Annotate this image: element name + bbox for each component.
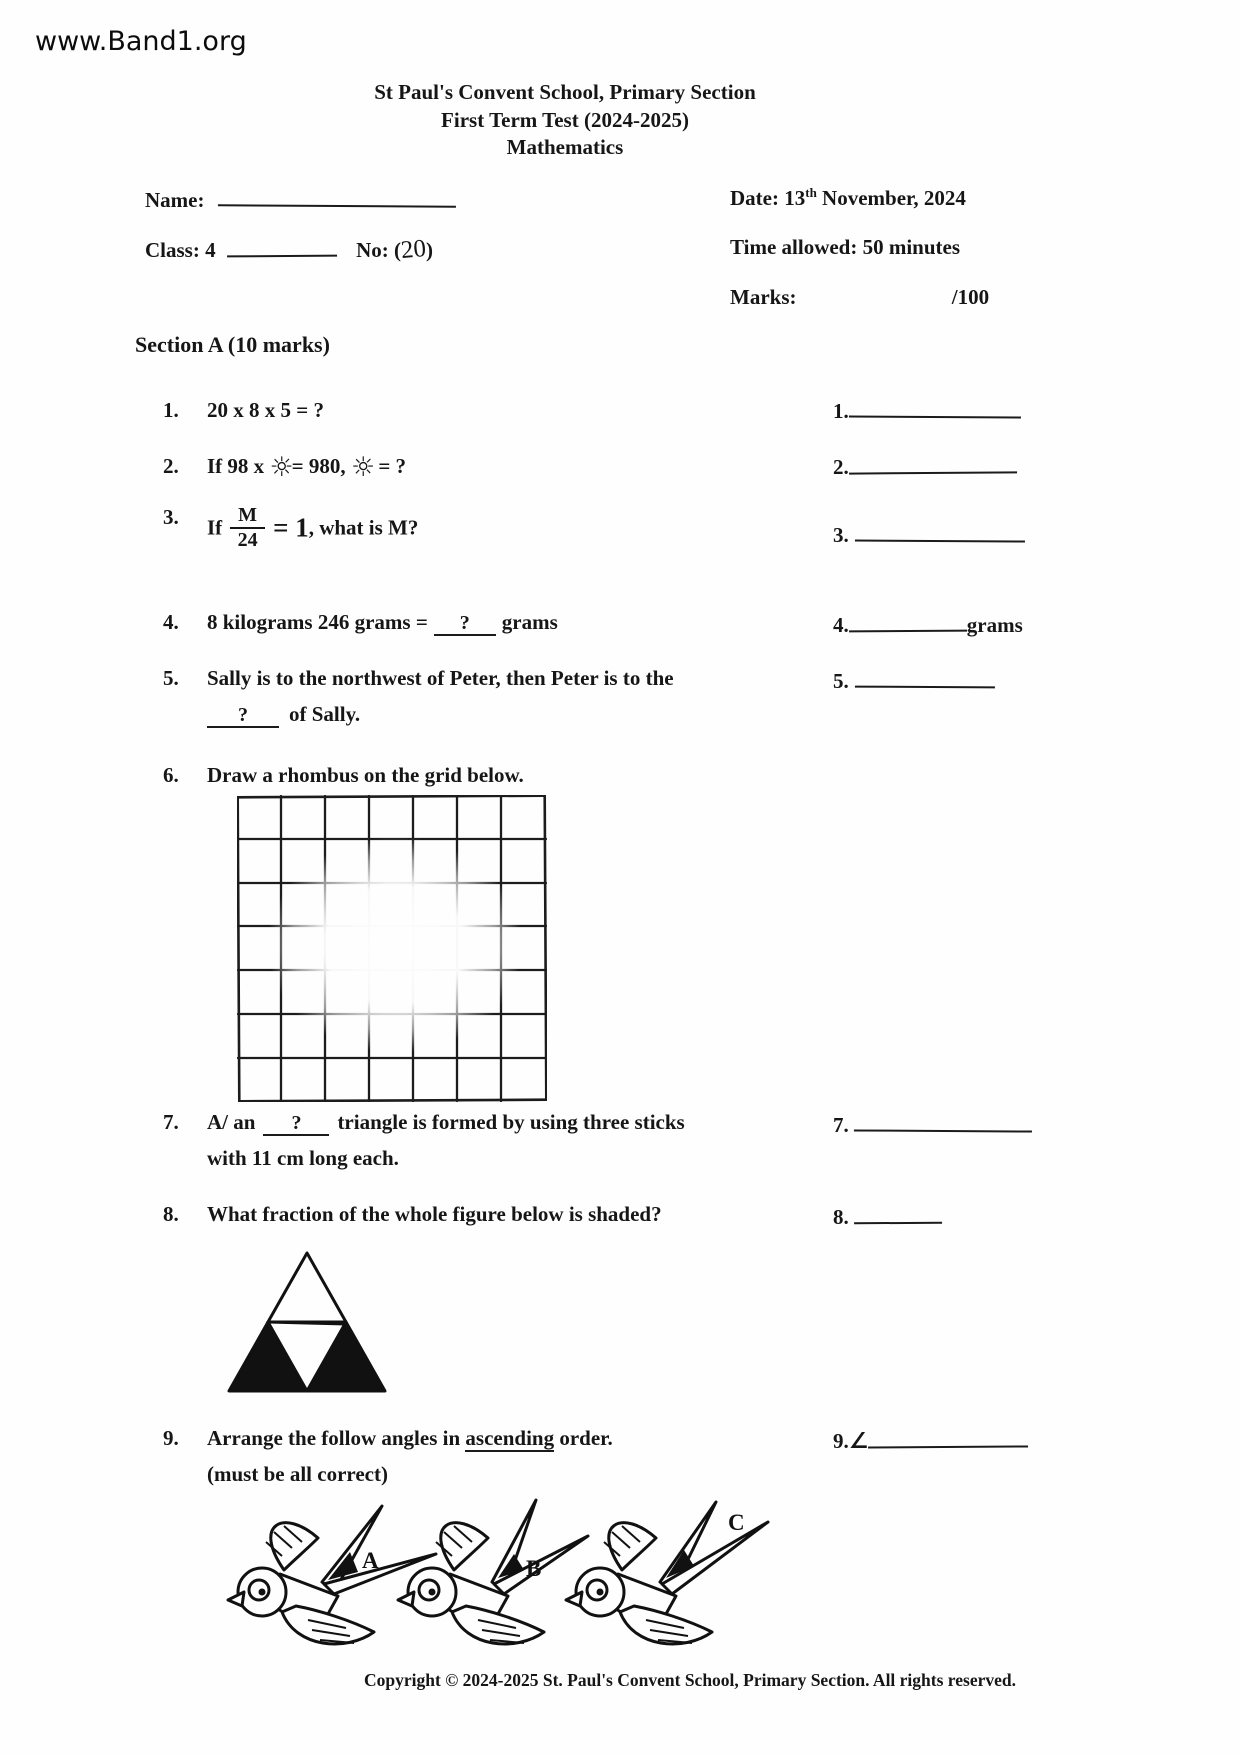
q9-number: 9. [163,1426,179,1450]
q6-text: Draw a rhombus on the grid below. [207,763,524,787]
q3-equals-one: = 1 [273,512,309,543]
bird-c-wing [609,1523,656,1570]
q9-underlined-word: ascending [465,1426,555,1450]
answer-5-number: 5. [833,668,849,693]
question-1 [163,398,324,423]
answer-line-9 [833,1426,1028,1454]
section-a-heading: Section A (10 marks) [135,332,330,357]
q4-text-1: 8 kilograms 246 grams = [207,610,428,634]
q2-text-1: If 98 x [207,454,270,478]
q1-number: 1. [163,398,179,422]
bird-a-label: A [362,1548,379,1573]
q7-inline-blank: ? [263,1113,329,1136]
triangle-top-white [268,1253,346,1322]
q7-text-1: A/ an [207,1110,256,1134]
answer-2-number: 2. [833,454,849,479]
q1-text: 20 x 8 x 5 = ? [207,398,324,422]
q4-number: 4. [163,610,179,634]
no-close: ) [426,237,433,262]
grid-figure [237,795,547,1102]
triangle-figure [222,1248,392,1398]
test-title: First Term Test (2024-2025) [441,108,689,132]
question-4 [163,610,558,636]
angle-symbol: ∠ [848,1428,869,1454]
answer-line-3 [833,520,1025,548]
bird-figure-c [560,1496,810,1671]
subject-title: Mathematics [506,135,624,159]
question-8 [163,1202,662,1227]
answer-3-blank [855,519,1025,542]
q7-line2-text: with 11 cm long each. [207,1146,399,1170]
q4-text-2: grams [501,610,558,634]
q6-number: 6. [163,763,179,787]
question-5 [163,666,674,691]
bird-a-wing [271,1523,318,1570]
class-label: Class: 4 [145,237,216,262]
student-number-handwritten: 20 [399,234,428,264]
school-title: St Paul's Convent School, Primary Section [374,80,756,104]
name-label: Name: [145,187,205,212]
date-rest: November, 2024 [816,186,966,210]
q9-text-1: Arrange the follow angles in [207,1426,466,1450]
answer-line-2 [833,452,1017,480]
q3-number: 3. [163,505,179,529]
scan-fade-wash [267,837,523,1053]
answer-1-number: 1. [833,398,849,423]
answer-7-blank [854,1109,1032,1132]
question-6 [163,763,524,788]
bird-a-beak [228,1592,244,1606]
q2-text-2: = 980, [291,454,351,478]
watermark-url: www.Band1.org [35,26,247,57]
star-symbol: ☼ [269,452,292,483]
answer-line-1 [833,396,1021,424]
answer-4-blank [849,610,967,633]
answer-3-number: 3. [833,522,849,547]
q5-number: 5. [163,666,179,690]
bird-c-eye [587,1580,607,1600]
question-9-line2 [207,1462,388,1487]
name-row [145,185,456,213]
date-ordinal: th [805,185,817,200]
q8-number: 8. [163,1202,179,1226]
q9-line2-text: (must be all correct) [207,1462,388,1486]
answer-line-7 [833,1110,1032,1138]
date-row [730,185,966,211]
q2-text-3: = ? [373,454,407,478]
answer-9-blank [868,1425,1028,1448]
question-2 [163,452,406,483]
answer-5-blank [855,666,995,689]
marks-label: Marks: [730,285,797,309]
bird-b-beak [398,1592,414,1606]
q4-inline-blank: ? [434,613,496,636]
answer-4-number: 4. [833,612,849,637]
q2-number: 2. [163,454,179,478]
answer-2-blank [849,451,1017,474]
q5-inline-blank: ? [207,705,279,728]
answer-line-5 [833,666,995,694]
fraction-numerator: M [230,505,265,529]
q5-line2-text: of Sally. [289,702,361,726]
bird-b-label: B [526,1556,542,1581]
q3-fraction [230,505,265,551]
q9-text-2: order. [554,1426,613,1450]
q3-text-2: , what is M? [308,515,419,540]
class-row [145,235,433,264]
answer-9-number: 9. [833,1428,849,1453]
bird-c-beak [566,1592,582,1606]
question-7-line2 [207,1146,399,1171]
question-7 [163,1110,685,1136]
answer-1-blank [849,395,1021,418]
q8-text: What fraction of the whole figure below is shaded? [207,1202,662,1226]
answer-line-4 [833,610,1023,638]
q7-text-2: triangle is formed by using three sticks [337,1110,685,1134]
bird-b-wing [441,1523,488,1570]
copyright-footer: Copyright © 2024-2025 St. Paul's Convent School, Primary Section. All rights reserved. [364,1670,1016,1690]
bird-c-label: C [728,1510,745,1535]
fraction-denominator: 24 [237,529,258,551]
bird-b-eye [419,1580,439,1600]
answer-7-number: 7. [833,1112,849,1137]
name-blank-line [218,184,456,207]
answer-8-blank [854,1202,942,1225]
answer-8-number: 8. [833,1204,849,1229]
question-9 [163,1426,613,1451]
answer-line-8 [833,1202,942,1230]
question-3 [163,505,418,551]
class-blank-line [227,235,337,258]
q7-number: 7. [163,1110,179,1134]
bird-a-eye [249,1580,269,1600]
marks-total: /100 [951,285,990,309]
q5-line1: Sally is to the northwest of Peter, then Peter is to the [207,666,674,690]
marks-row [730,285,989,310]
answer-4-unit: grams [966,612,1023,637]
star-symbol: ☼ [350,452,374,483]
time-allowed: Time allowed: 50 minutes [730,235,961,259]
no-label: No: ( [356,237,401,262]
q3-text-1: If [207,515,223,540]
date-label: Date: 13 [730,186,806,210]
question-5-line2 [207,702,360,728]
